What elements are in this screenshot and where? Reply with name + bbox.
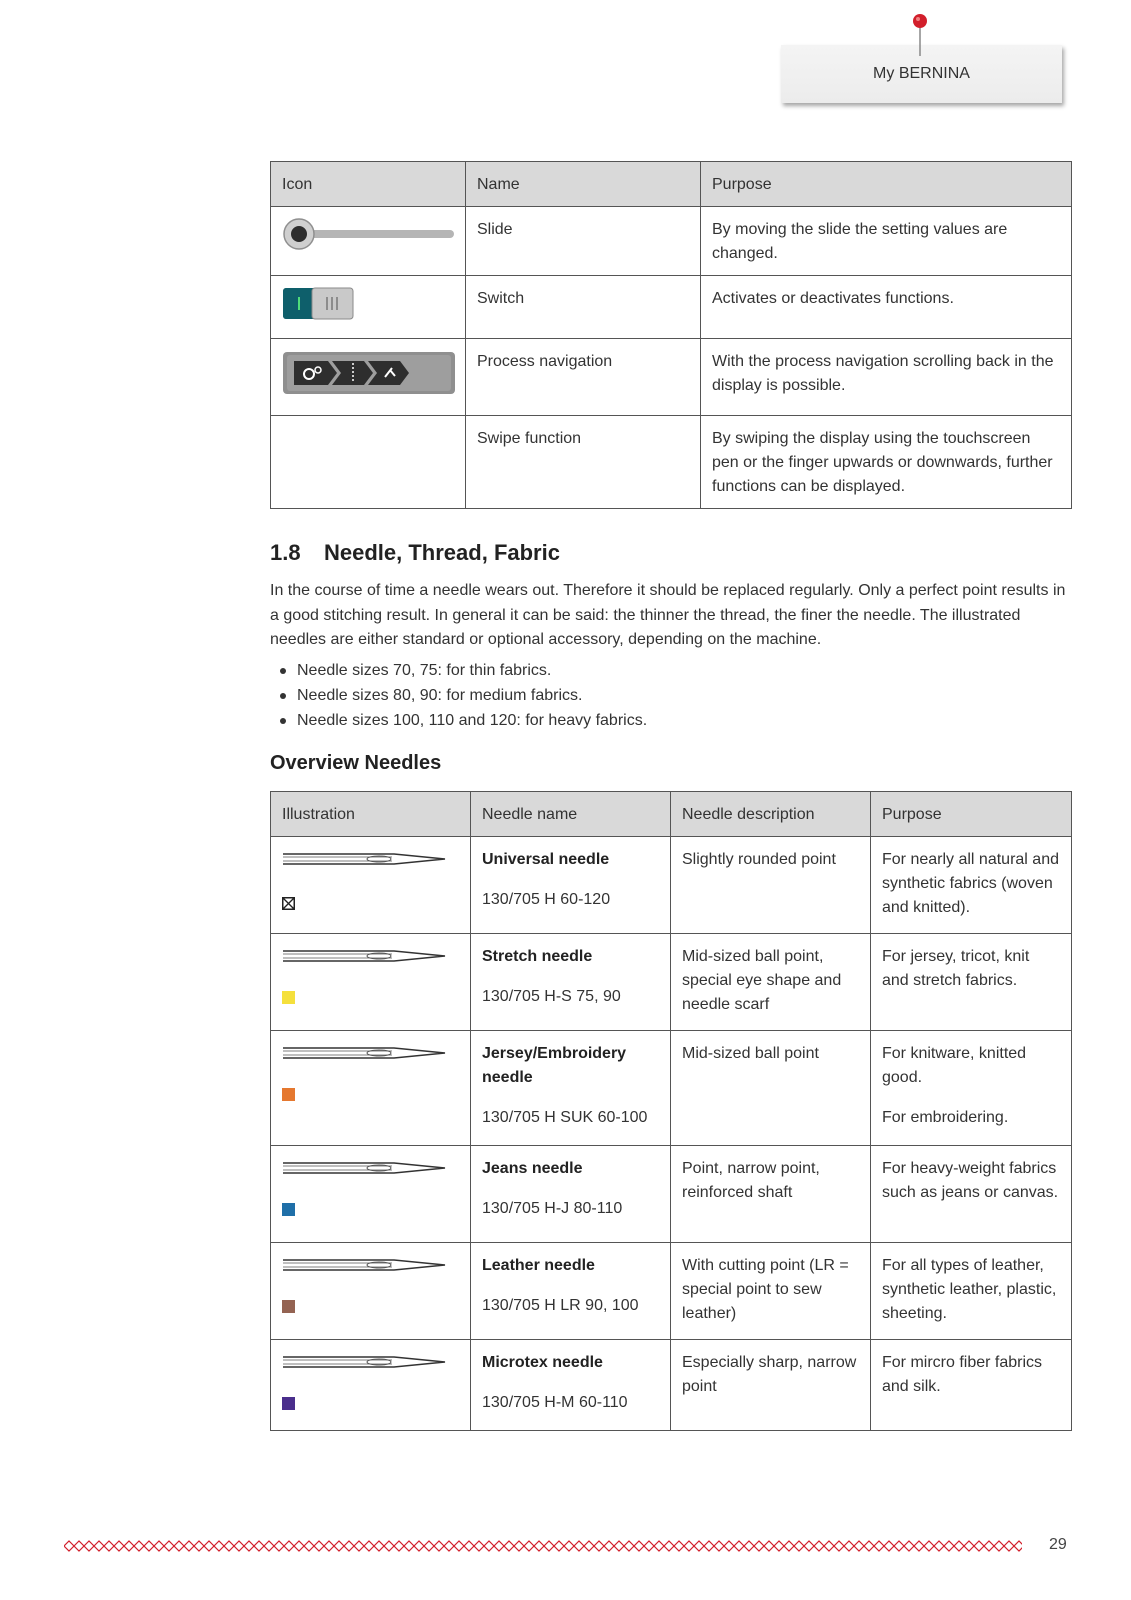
- needle-name-cell: [471, 934, 671, 1031]
- needle-code: 130/705 H LR 90, 100: [482, 1297, 639, 1314]
- intro-paragraph: In the course of time a needle wears out. Therefore it should be replaced regularly. Only a perfect point results in a good stitching result. In general it can be said: the thinner the thread, the finer the needle. The illustrated needles are either standard or optional accessory, depending on the machine.: [270, 582, 1066, 648]
- needle-name: Jeans needle: [482, 1160, 583, 1177]
- name-cell: Swipe function: [466, 416, 701, 509]
- toggle-switch-icon: [282, 287, 354, 321]
- purpose-text: For knitware, knitted good.: [882, 1045, 1027, 1086]
- illustration-cell: [271, 1031, 471, 1146]
- needle-description-cell: With cutting point (LR = special point to sew leather): [671, 1243, 871, 1340]
- table-row: [271, 339, 1072, 416]
- name-cell: Switch: [466, 276, 701, 339]
- list-item: Needle sizes 70, 75: for thin fabrics.: [270, 658, 647, 683]
- header-name: Name: [466, 162, 701, 207]
- color-swatch: [282, 991, 295, 1004]
- needle-code: 130/705 H-S 75, 90: [482, 988, 621, 1005]
- purpose-text: For mircro fiber fabrics and silk.: [882, 1354, 1043, 1395]
- overview-heading: Overview Needles: [270, 752, 442, 774]
- table-row: [271, 1340, 1072, 1431]
- purpose-cell: By moving the slide the setting values are changed.: [701, 207, 1072, 276]
- color-swatch: [282, 1300, 295, 1313]
- needle-description-cell: Mid-sized ball point, special eye shape and needle scarf: [671, 934, 871, 1031]
- needle-name-cell: [471, 1243, 671, 1340]
- needle-icon: [282, 1254, 447, 1278]
- purpose-cell: [871, 1243, 1072, 1340]
- decorative-border: [64, 1539, 1022, 1553]
- purpose-text: For all types of leather, synthetic leather, plastic, sheeting.: [882, 1257, 1057, 1322]
- table-row: [271, 1031, 1072, 1146]
- table-row: [271, 934, 1072, 1031]
- pushpin-icon: [910, 12, 930, 57]
- needle-name: Universal needle: [482, 851, 610, 868]
- color-swatch: [282, 1203, 295, 1216]
- needle-code: 130/705 H-J 80-110: [482, 1200, 623, 1217]
- table-row: [271, 416, 1072, 509]
- needle-name-cell: [471, 1340, 671, 1431]
- needle-name: Leather needle: [482, 1257, 595, 1274]
- list-item: Needle sizes 80, 90: for medium fabrics.: [270, 683, 647, 708]
- icon-cell: [271, 207, 466, 276]
- needle-description-cell: Mid-sized ball point: [671, 1031, 871, 1146]
- name-cell: Process navigation: [466, 339, 701, 416]
- needle-code: 130/705 H 60-120: [482, 891, 611, 908]
- table-row: [271, 276, 1072, 339]
- illustration-cell: [271, 1243, 471, 1340]
- controls-table: [270, 161, 1072, 509]
- purpose-cell: By swiping the display using the touchscreen pen or the finger upwards or downwards, further functions can be displayed.: [701, 416, 1072, 509]
- table-row: [271, 1243, 1072, 1340]
- needle-code: 130/705 H-M 60-110: [482, 1394, 628, 1411]
- bullet-icon: [280, 693, 286, 699]
- header-needle-name: Needle name: [471, 792, 671, 837]
- header-icon: Icon: [271, 162, 466, 207]
- purpose-cell: [871, 1031, 1072, 1146]
- needle-icon: [282, 1351, 447, 1375]
- table-row: [271, 1146, 1072, 1243]
- purpose-extra-text: For embroidering.: [882, 1109, 1009, 1126]
- page-number: 29: [1049, 1536, 1067, 1553]
- header-purpose: Purpose: [871, 792, 1072, 837]
- purpose-text: For nearly all natural and synthetic fabrics (woven and knitted).: [882, 851, 1059, 916]
- needle-description-cell: Slightly rounded point: [671, 837, 871, 934]
- purpose-cell: [871, 1340, 1072, 1431]
- table-row: [271, 207, 1072, 276]
- bullet-icon: [280, 718, 286, 724]
- purpose-cell: [871, 934, 1072, 1031]
- table-row: [271, 837, 1072, 934]
- purpose-cell: With the process navigation scrolling back in the display is possible.: [701, 339, 1072, 416]
- section-title: Needle, Thread, Fabric: [324, 540, 560, 565]
- section-number: 1.8: [270, 540, 301, 565]
- section-heading: [270, 540, 560, 566]
- purpose-text: For jersey, tricot, knit and stretch fabrics.: [882, 948, 1030, 989]
- purpose-cell: [871, 837, 1072, 934]
- needle-code: 130/705 H SUK 60-100: [482, 1109, 648, 1126]
- color-swatch: [282, 1397, 295, 1410]
- icon-cell: [271, 276, 466, 339]
- icon-cell: [271, 416, 466, 509]
- illustration-cell: [271, 934, 471, 1031]
- process-navigation-icon: [282, 350, 457, 396]
- name-cell: Slide: [466, 207, 701, 276]
- header-illustration: Illustration: [271, 792, 471, 837]
- needle-icon: [282, 1157, 447, 1181]
- needle-description-cell: Especially sharp, narrow point: [671, 1340, 871, 1431]
- needle-name: Stretch needle: [482, 948, 593, 965]
- icon-cell: [271, 339, 466, 416]
- slider-icon: [282, 218, 457, 252]
- table-header-row: [271, 792, 1072, 837]
- needle-name-cell: [471, 1146, 671, 1243]
- needle-name: Microtex needle: [482, 1354, 603, 1371]
- needle-icon: [282, 1042, 447, 1066]
- header-purpose: Purpose: [701, 162, 1072, 207]
- crossed-box-icon: [282, 894, 295, 907]
- header-needle-description: Needle description: [671, 792, 871, 837]
- bullet-icon: [280, 668, 286, 674]
- needle-description-cell: Point, narrow point, reinforced shaft: [671, 1146, 871, 1243]
- needle-name: Jersey/Embroidery needle: [482, 1045, 627, 1086]
- purpose-text: For heavy-weight fabrics such as jeans or canvas.: [882, 1160, 1059, 1201]
- illustration-cell: [271, 1146, 471, 1243]
- needle-name-cell: [471, 837, 671, 934]
- needle-size-list: [270, 658, 647, 733]
- tab-label: My BERNINA: [873, 65, 970, 82]
- purpose-cell: Activates or deactivates functions.: [701, 276, 1072, 339]
- table-header-row: [271, 162, 1072, 207]
- needle-icon: [282, 848, 447, 872]
- needle-name-cell: [471, 1031, 671, 1146]
- illustration-cell: [271, 837, 471, 934]
- illustration-cell: [271, 1340, 471, 1431]
- needle-icon: [282, 945, 447, 969]
- purpose-cell: [871, 1146, 1072, 1243]
- needles-table: [270, 791, 1072, 1431]
- list-item: Needle sizes 100, 110 and 120: for heavy fabrics.: [270, 708, 647, 733]
- color-swatch: [282, 1088, 295, 1101]
